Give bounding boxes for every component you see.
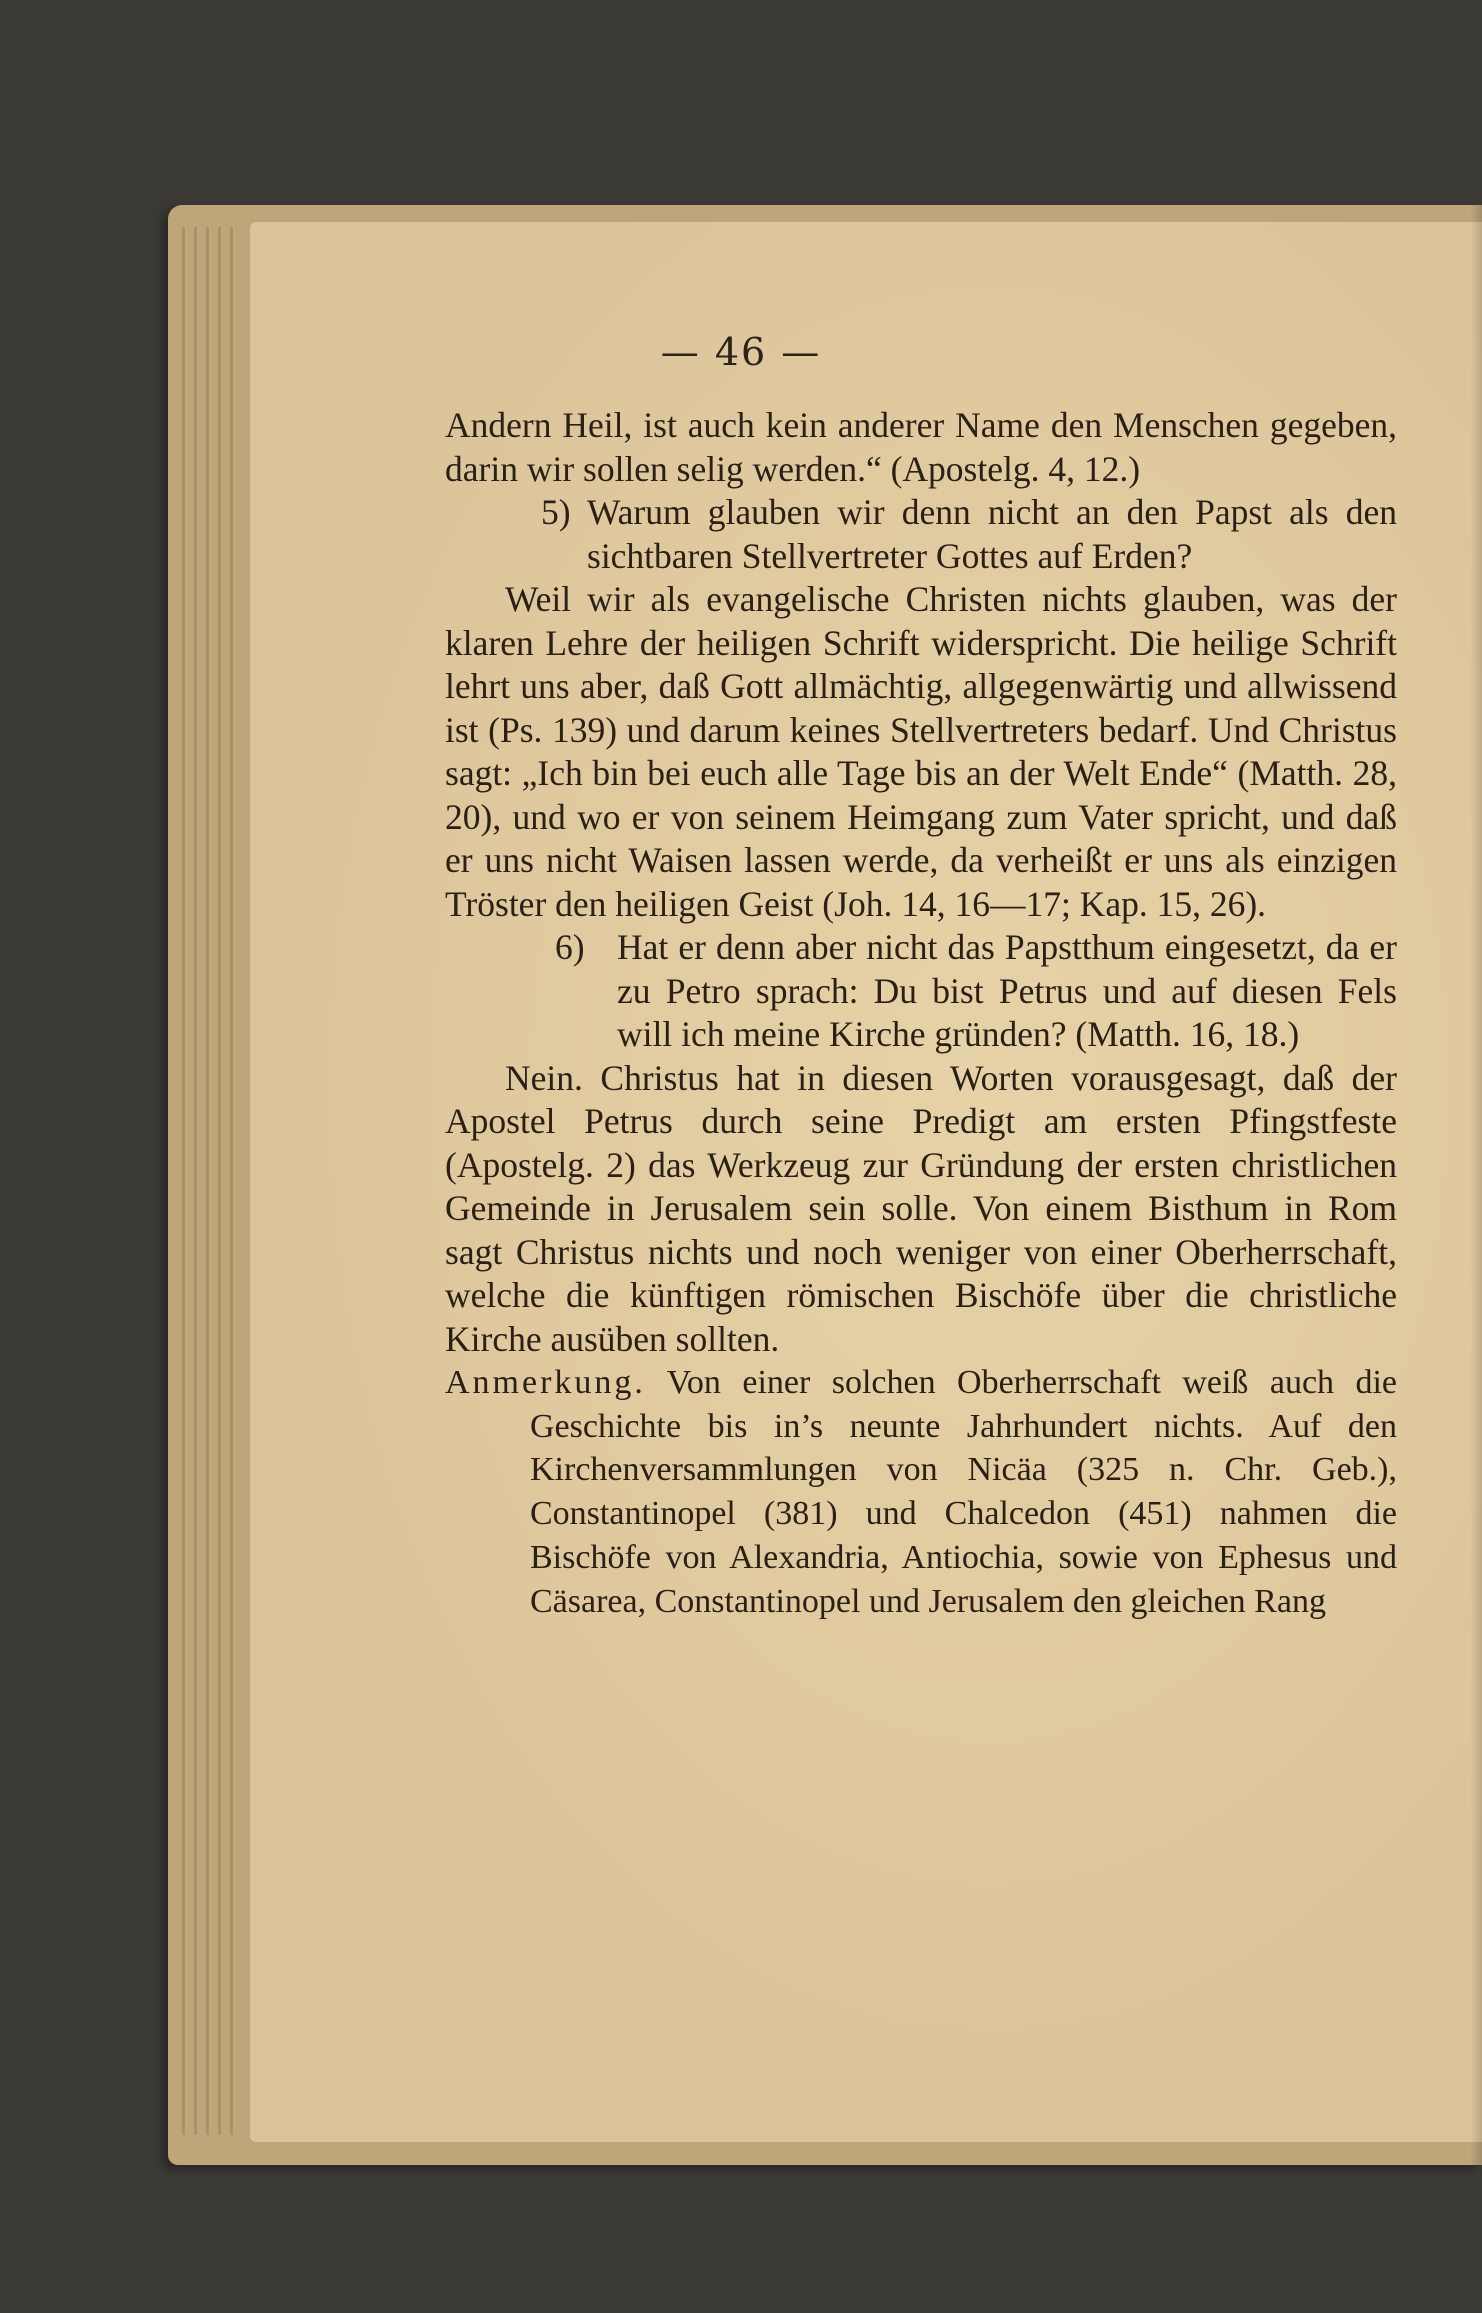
page-number: — 46 —: [660, 330, 822, 374]
page-gutter-shadow: [1470, 205, 1482, 2165]
note-text: Von einer solchen Oberherrschaft weiß auch die Geschichte bis in’s neunte Jahrhundert nichts. Auf den Kirchenversammlungen von Nicäa (325 n. Chr. Geb.), Constantinopel (381) und Chalcedon (451) nahmen die Bischöfe von Alexandria, Antiochia, sowie von Ephesus und Cäsarea, Constantinopel und Jerusalem den gleichen Rang: [530, 1364, 1397, 1620]
question-number: 5): [541, 492, 571, 532]
answer-6: Nein. Christus hat in diesen Worten vorausgesagt, daß der Apostel Petrus durch seine Predigt am ersten Pfingstfeste (Apostelg. 2) das Werkzeug zur Gründung der ersten christlichen Gemeinde in Jerusalem sein solle. Von einem Bisthum in Rom sagt Christus nichts und noch weniger von einer Oberherrschaft, welche die künftigen römischen Bischöfe über die christliche Kirche ausüben sollten.: [445, 1057, 1397, 1359]
question-5: [445, 491, 1397, 578]
note-label: Anmerkung.: [445, 1364, 646, 1401]
answer-5: Weil wir als evangelische Christen nichts glauben, was der klaren Lehre der heiligen Schrift widerspricht. Die heilige Schrift lehrt uns aber, daß Gott allmächtig, allgegenwärtig und allwissend ist (Ps. 139) und darum keines Stellvertreters bedarf. Und Christus sagt: „Ich bin bei euch alle Tage bis an der Welt Ende“ (Matth. 28, 20), und wo er von seinem Heimgang zum Vater spricht, und daß er uns nicht Waisen lassen werde, da verheißt er uns als einzigen Tröster den heiligen Geist (Joh. 14, 16—17; Kap. 15, 26).: [445, 579, 1397, 924]
question-text: Warum glauben wir denn nicht an den Papst als den sichtbaren Stellvertreter Gottes auf Erden?: [587, 492, 1397, 576]
question-text: Hat er denn aber nicht das Papstthum eingesetzt, da er zu Petro sprach: Du bist Petrus und auf diesen Fels will ich meine Kirche gründen? (Matth. 16, 18.): [617, 927, 1397, 1054]
question-6: [445, 926, 1397, 1057]
question-number: 6): [555, 927, 585, 967]
paragraph-continuation: Andern Heil, ist auch kein anderer Name den Menschen gegeben, darin wir sollen selig werden.“ (Apostelg. 4, 12.): [445, 405, 1397, 489]
note-paragraph: [445, 1361, 1397, 1623]
page-body-text: [445, 404, 1397, 1623]
